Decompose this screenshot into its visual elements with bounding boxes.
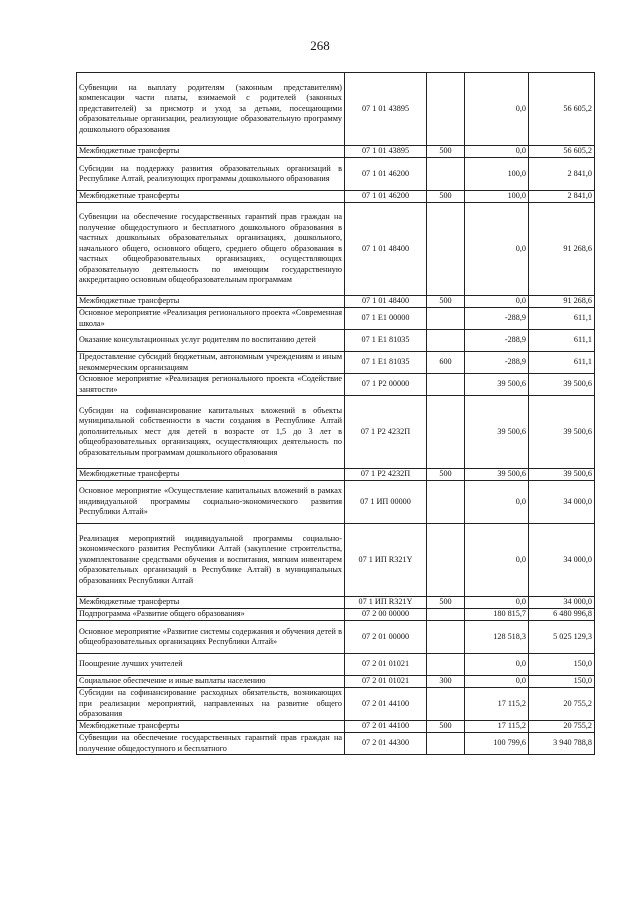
row-name-cell: Основное мероприятие «Осуществление капитальных вложений в рамках индивидуальной программы социально-экономического развития Республики Алтай» bbox=[77, 481, 345, 524]
row-name-cell: Субвенции на выплату родителям (законным представителям) компенсации части платы, взимаемой с родителей (законных представителей) за присмотр и уход за детьми, посещающими образовательные организации, реализующие образовательную программу дошкольного образования bbox=[77, 73, 345, 146]
row-amount-total-cell: 150,0 bbox=[529, 654, 595, 676]
row-amount-change-cell: 0,0 bbox=[465, 481, 529, 524]
row-amount-change-cell: -288,9 bbox=[465, 352, 529, 374]
row-code-cell: 07 1 01 48400 bbox=[345, 296, 427, 308]
row-amount-change-cell: 128 518,3 bbox=[465, 621, 529, 654]
row-amount-total-cell: 150,0 bbox=[529, 676, 595, 688]
row-name-cell: Субвенции на обеспечение государственных гарантий прав граждан на получение общедоступного и бесплатного дошкольного образования в частных дошкольных образовательных организациях, дошкольного, начального общего, основного общего, среднего общего образования в частных общеобразовательных организациях, осуществляющих образовательную деятельность по имеющим государственную аккредитацию основным общеобразовательным программам bbox=[77, 203, 345, 296]
budget-table bbox=[76, 72, 595, 755]
row-amount-change-cell: 0,0 bbox=[465, 524, 529, 597]
row-amount-change-cell: -288,9 bbox=[465, 330, 529, 352]
row-amount-total-cell: 611,1 bbox=[529, 352, 595, 374]
row-amount-change-cell: 0,0 bbox=[465, 73, 529, 146]
row-expense-type-cell bbox=[427, 524, 465, 597]
row-name-cell: Основное мероприятие «Развитие системы содержания и обучения детей в общеобразовательных организациях Республики Алтай» bbox=[77, 621, 345, 654]
row-name-cell: Межбюджетные трансферты bbox=[77, 296, 345, 308]
row-expense-type-cell bbox=[427, 609, 465, 621]
row-code-cell: 07 1 01 43895 bbox=[345, 73, 427, 146]
row-amount-total-cell: 34 000,0 bbox=[529, 597, 595, 609]
row-name-cell: Межбюджетные трансферты bbox=[77, 597, 345, 609]
row-amount-total-cell: 3 940 788,8 bbox=[529, 733, 595, 755]
table-row bbox=[77, 146, 595, 158]
row-expense-type-cell bbox=[427, 308, 465, 330]
row-code-cell: 07 2 01 44300 bbox=[345, 733, 427, 755]
row-code-cell: 07 1 ИП R321Y bbox=[345, 524, 427, 597]
row-amount-change-cell: 39 500,6 bbox=[465, 396, 529, 469]
row-code-cell: 07 1 ИП 00000 bbox=[345, 481, 427, 524]
row-amount-total-cell: 39 500,6 bbox=[529, 374, 595, 396]
row-amount-change-cell: 0,0 bbox=[465, 597, 529, 609]
row-amount-change-cell: 0,0 bbox=[465, 654, 529, 676]
table-row bbox=[77, 296, 595, 308]
table-row bbox=[77, 597, 595, 609]
row-name-cell: Основное мероприятие «Реализация регионального проекта «Содействие занятости» bbox=[77, 374, 345, 396]
row-name-cell: Основное мероприятие «Реализация регионального проекта «Современная школа» bbox=[77, 308, 345, 330]
row-amount-total-cell: 2 841,0 bbox=[529, 191, 595, 203]
row-amount-total-cell: 5 025 129,3 bbox=[529, 621, 595, 654]
table-row bbox=[77, 158, 595, 191]
row-expense-type-cell bbox=[427, 621, 465, 654]
row-name-cell: Подпрограмма «Развитие общего образования» bbox=[77, 609, 345, 621]
row-amount-change-cell: 17 115,2 bbox=[465, 688, 529, 721]
row-amount-total-cell: 34 000,0 bbox=[529, 524, 595, 597]
row-code-cell: 07 1 E1 00000 bbox=[345, 308, 427, 330]
table-row bbox=[77, 721, 595, 733]
row-code-cell: 07 1 P2 00000 bbox=[345, 374, 427, 396]
row-amount-total-cell: 56 605,2 bbox=[529, 146, 595, 158]
row-name-cell: Межбюджетные трансферты bbox=[77, 469, 345, 481]
row-expense-type-cell: 600 bbox=[427, 352, 465, 374]
row-amount-total-cell: 39 500,6 bbox=[529, 469, 595, 481]
table-row bbox=[77, 330, 595, 352]
row-name-cell: Субвенции на обеспечение государственных гарантий прав граждан на получение общедоступного и бесплатного bbox=[77, 733, 345, 755]
row-expense-type-cell bbox=[427, 330, 465, 352]
table-row bbox=[77, 73, 595, 146]
row-name-cell: Межбюджетные трансферты bbox=[77, 721, 345, 733]
row-expense-type-cell: 500 bbox=[427, 191, 465, 203]
row-amount-change-cell: 100 799,6 bbox=[465, 733, 529, 755]
budget-table-body bbox=[77, 73, 595, 755]
row-amount-total-cell: 91 268,6 bbox=[529, 296, 595, 308]
row-expense-type-cell: 300 bbox=[427, 676, 465, 688]
row-expense-type-cell: 500 bbox=[427, 146, 465, 158]
row-name-cell: Предоставление субсидий бюджетным, автономным учреждениям и иным некоммерческим организациям bbox=[77, 352, 345, 374]
table-row bbox=[77, 308, 595, 330]
row-amount-total-cell: 34 000,0 bbox=[529, 481, 595, 524]
table-row bbox=[77, 733, 595, 755]
row-expense-type-cell bbox=[427, 733, 465, 755]
row-code-cell: 07 2 01 00000 bbox=[345, 621, 427, 654]
table-row bbox=[77, 352, 595, 374]
table-row bbox=[77, 481, 595, 524]
row-amount-change-cell: -288,9 bbox=[465, 308, 529, 330]
row-expense-type-cell: 500 bbox=[427, 469, 465, 481]
row-expense-type-cell bbox=[427, 73, 465, 146]
table-row bbox=[77, 688, 595, 721]
row-amount-total-cell: 91 268,6 bbox=[529, 203, 595, 296]
row-amount-total-cell: 6 480 996,8 bbox=[529, 609, 595, 621]
row-name-cell: Социальное обеспечение и иные выплаты населению bbox=[77, 676, 345, 688]
row-amount-total-cell: 2 841,0 bbox=[529, 158, 595, 191]
row-name-cell: Субсидии на софинансирование капитальных вложений в объекты муниципальной собственности в части создания в Республике Алтай дополнительных мест для детей в возрасте от 1,5 до 3 лет в общеобразовательных организациях, осуществляющих деятельность по образовательным программам дошкольного образования bbox=[77, 396, 345, 469]
row-name-cell: Оказание консультационных услуг родителям по воспитанию детей bbox=[77, 330, 345, 352]
row-amount-total-cell: 20 755,2 bbox=[529, 688, 595, 721]
table-row bbox=[77, 203, 595, 296]
table-row bbox=[77, 374, 595, 396]
row-name-cell: Субсидии на софинансирование расходных обязательств, возникающих при реализации мероприятий, направленных на развитие общего образования bbox=[77, 688, 345, 721]
row-code-cell: 07 2 00 00000 bbox=[345, 609, 427, 621]
table-row bbox=[77, 654, 595, 676]
row-amount-change-cell: 17 115,2 bbox=[465, 721, 529, 733]
row-expense-type-cell bbox=[427, 688, 465, 721]
row-expense-type-cell bbox=[427, 481, 465, 524]
page-number: 268 bbox=[310, 38, 330, 53]
row-name-cell: Реализация мероприятий индивидуальной программы социально-экономического развития Республики Алтай (закупление строительства, укомплектование средствами обучения и воспитания, мягким инвентарем образовательных организаций в Республике Алтай) в муниципальных образованиях Республики Алтай bbox=[77, 524, 345, 597]
row-code-cell: 07 1 E1 81035 bbox=[345, 352, 427, 374]
table-row bbox=[77, 524, 595, 597]
table-row bbox=[77, 396, 595, 469]
row-amount-total-cell: 39 500,6 bbox=[529, 396, 595, 469]
row-code-cell: 07 1 P2 4232П bbox=[345, 396, 427, 469]
row-code-cell: 07 2 01 01021 bbox=[345, 676, 427, 688]
table-row bbox=[77, 609, 595, 621]
row-amount-change-cell: 0,0 bbox=[465, 296, 529, 308]
row-name-cell: Межбюджетные трансферты bbox=[77, 191, 345, 203]
table-row bbox=[77, 191, 595, 203]
row-name-cell: Субсидии на поддержку развития образовательных организаций в Республике Алтай, реализующих программы дошкольного образования bbox=[77, 158, 345, 191]
row-code-cell: 07 1 01 46200 bbox=[345, 158, 427, 191]
row-amount-change-cell: 100,0 bbox=[465, 158, 529, 191]
row-amount-total-cell: 611,1 bbox=[529, 330, 595, 352]
row-name-cell: Межбюджетные трансферты bbox=[77, 146, 345, 158]
table-row bbox=[77, 469, 595, 481]
row-code-cell: 07 1 ИП R321Y bbox=[345, 597, 427, 609]
table-row bbox=[77, 621, 595, 654]
row-code-cell: 07 2 01 44100 bbox=[345, 721, 427, 733]
row-code-cell: 07 2 01 44100 bbox=[345, 688, 427, 721]
row-amount-change-cell: 0,0 bbox=[465, 203, 529, 296]
row-expense-type-cell: 500 bbox=[427, 597, 465, 609]
row-code-cell: 07 1 01 46200 bbox=[345, 191, 427, 203]
row-expense-type-cell bbox=[427, 203, 465, 296]
row-expense-type-cell bbox=[427, 158, 465, 191]
row-expense-type-cell: 500 bbox=[427, 296, 465, 308]
row-expense-type-cell bbox=[427, 374, 465, 396]
row-code-cell: 07 1 P2 4232П bbox=[345, 469, 427, 481]
row-amount-change-cell: 100,0 bbox=[465, 191, 529, 203]
row-amount-total-cell: 611,1 bbox=[529, 308, 595, 330]
row-expense-type-cell bbox=[427, 654, 465, 676]
row-code-cell: 07 1 01 43895 bbox=[345, 146, 427, 158]
row-name-cell: Поощрение лучших учителей bbox=[77, 654, 345, 676]
table-row bbox=[77, 676, 595, 688]
row-amount-change-cell: 39 500,6 bbox=[465, 469, 529, 481]
row-code-cell: 07 2 01 01021 bbox=[345, 654, 427, 676]
row-amount-total-cell: 56 605,2 bbox=[529, 73, 595, 146]
row-amount-change-cell: 39 500,6 bbox=[465, 374, 529, 396]
row-amount-change-cell: 180 815,7 bbox=[465, 609, 529, 621]
row-code-cell: 07 1 E1 81035 bbox=[345, 330, 427, 352]
row-code-cell: 07 1 01 48400 bbox=[345, 203, 427, 296]
row-amount-change-cell: 0,0 bbox=[465, 146, 529, 158]
row-expense-type-cell bbox=[427, 396, 465, 469]
row-amount-total-cell: 20 755,2 bbox=[529, 721, 595, 733]
row-amount-change-cell: 0,0 bbox=[465, 676, 529, 688]
row-expense-type-cell: 500 bbox=[427, 721, 465, 733]
